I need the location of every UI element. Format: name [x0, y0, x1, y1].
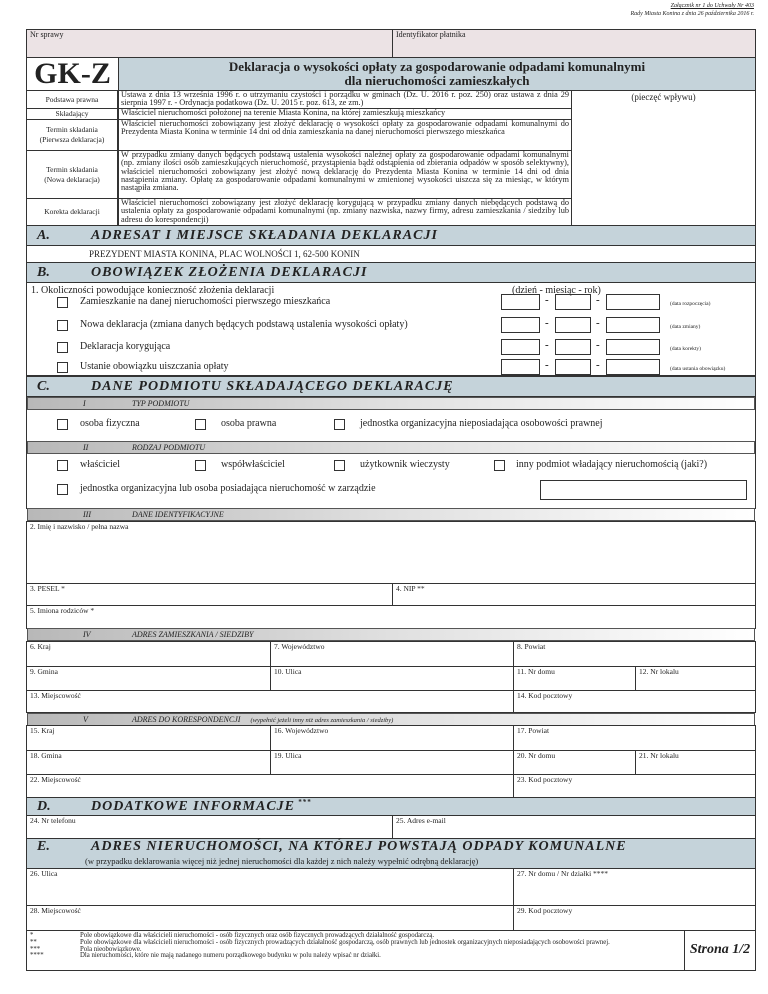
- section-b-letter: B.: [37, 265, 50, 280]
- voivodeship-field[interactable]: [270, 641, 514, 667]
- date-separator: -: [545, 317, 549, 329]
- label-co-owner: współwłaściciel: [221, 459, 285, 470]
- year-input[interactable]: [606, 359, 660, 375]
- full-name-field[interactable]: [26, 521, 756, 584]
- footnote-text: Pole obowiązkowe dla właścicieli nieruchomości - osób fizycznych oraz osób fizycznych prowadzących działalność gospodarczą.: [80, 932, 435, 939]
- label-owner: właściciel: [80, 459, 120, 470]
- corr-voivodeship-label: 16. Województwo: [274, 726, 329, 735]
- subsection-iv-number: IV: [83, 630, 91, 639]
- footnote-mark: ***: [30, 945, 41, 953]
- case-number-field[interactable]: [26, 29, 393, 58]
- date-separator: -: [545, 294, 549, 306]
- label-correction: Deklaracja korygująca: [80, 341, 171, 352]
- section-d-title-group: [91, 798, 312, 815]
- section-d-header: [26, 797, 756, 816]
- month-input[interactable]: [555, 339, 591, 355]
- parents-names-label: 5. Imiona rodziców *: [30, 606, 95, 615]
- corr-city-field[interactable]: [26, 774, 514, 798]
- subsection-iv-title: ADRES ZAMIESZKANIA / SIEDZIBY: [132, 630, 254, 639]
- attachment-note: [630, 3, 754, 19]
- subsection-i-header: [27, 397, 755, 410]
- pesel-label: 3. PESEL *: [30, 584, 65, 593]
- footnote-mark: **: [30, 938, 37, 946]
- receipt-stamp-box: [571, 90, 756, 226]
- commune-field[interactable]: [26, 666, 271, 691]
- checkbox-natural-person[interactable]: [57, 419, 68, 430]
- day-input[interactable]: [501, 317, 540, 333]
- date-separator: -: [596, 294, 600, 306]
- checkbox-first-resident[interactable]: [57, 297, 68, 308]
- section-d-letter: D.: [37, 799, 51, 814]
- subsection-i-title: TYP PODMIOTU: [132, 399, 190, 408]
- section-a-header: [26, 225, 756, 246]
- city-field[interactable]: [26, 690, 514, 713]
- property-city-label: 28. Miejscowość: [30, 906, 81, 915]
- section-a-title: ADRESAT I MIEJSCE SKŁADANIA DEKLARACJI: [91, 228, 438, 243]
- corr-house-number-field[interactable]: [513, 750, 636, 775]
- country-field[interactable]: [26, 641, 271, 667]
- label-legal-person: osoba prawna: [221, 418, 277, 429]
- property-house-number-field[interactable]: [513, 868, 756, 906]
- footnote: [30, 953, 681, 960]
- date-label: (data korekty): [670, 346, 701, 352]
- corr-voivodeship-field[interactable]: [270, 725, 514, 751]
- commune-label: 9. Gmina: [30, 667, 58, 676]
- checkbox-managing-entity[interactable]: [57, 484, 68, 495]
- county-label: 8. Powiat: [517, 642, 546, 651]
- receipt-stamp-label: (pieczęć wpływu): [631, 92, 696, 102]
- property-street-label: 26. Ulica: [30, 869, 58, 878]
- day-input[interactable]: [501, 294, 540, 310]
- county-field[interactable]: [513, 641, 756, 667]
- street-label: 10. Ulica: [274, 667, 302, 676]
- date-separator: -: [545, 339, 549, 351]
- section-c-title: DANE PODMIOTU SKŁADAJĄCEGO DEKLARACJĘ: [91, 379, 454, 394]
- month-input[interactable]: [555, 359, 591, 375]
- date-separator: -: [596, 317, 600, 329]
- property-house-number-label: 27. Nr domu / Nr działki ****: [517, 869, 609, 878]
- phone-label: 24. Nr telefonu: [30, 816, 76, 825]
- corr-commune-field[interactable]: [26, 750, 271, 775]
- month-input[interactable]: [555, 294, 591, 310]
- circumstances-question: 1. Okoliczności powodujące konieczność złożenia deklaracji: [31, 285, 275, 296]
- full-name-label: 2. Imię i nazwisko / pełna nazwa: [30, 522, 129, 531]
- subsection-iii-header: [27, 508, 755, 521]
- info-label-submitter: Składający: [26, 108, 118, 120]
- corr-street-label: 19. Ulica: [274, 751, 302, 760]
- footnotes: [26, 930, 685, 971]
- info-text-new-deadline: W przypadku zmiany danych będących podstawą ustalenia wysokości należnej opłaty za gospodarowanie odpadami komunalnymi (np. zmiany ilości osób zamieszkujących nieruchomość, przystąpienia bądź odstąpienia od zbierania odpadów w sposób selektywny), właściciel nieruchomości zobowiązany jest złożyć nową deklarację do Prezydenta Miasta Konina w terminie 14 dni od dnia nastąpienia zmiany. Opłatę za gospodarowanie odpadami komunalnymi w zmienionej wysokości uiszcza się za miesiąc, w którym nastąpiła zmiana.: [118, 150, 572, 199]
- corr-apartment-number-field[interactable]: [635, 750, 756, 775]
- info-text-first-deadline: Właściciel nieruchomości zobowiązany jest złożyć deklarację o wysokości opłaty za gospodarowanie odpadami komunalnymi do Prezydenta Miasta Konina w terminie 14 dni od dnia zamieszkania na danej nieruchomości pierwszego mieszkańca: [118, 119, 572, 151]
- date-separator: -: [596, 339, 600, 351]
- subsection-iii-number: III: [83, 510, 91, 519]
- pesel-field[interactable]: [26, 583, 393, 606]
- section-d-title: DODATKOWE INFORMACJE: [91, 799, 295, 814]
- form-code: GK-Z: [26, 57, 119, 91]
- nip-label: 4. NIP **: [396, 584, 425, 593]
- case-number-label: Nr sprawy: [30, 30, 64, 39]
- footnote-text: Pola nieobowiązkowe.: [80, 945, 142, 953]
- apartment-number-label: 12. Nr lokalu: [639, 667, 679, 676]
- nip-field[interactable]: [392, 583, 756, 606]
- corr-apartment-number-label: 21. Nr lokalu: [639, 751, 679, 760]
- info-label-new-deadline: Termin składania (Nowa deklaracja): [26, 150, 118, 199]
- day-input[interactable]: [501, 359, 540, 375]
- property-city-field[interactable]: [26, 905, 514, 931]
- subsection-iii-title: DANE IDENTYFIKACYJNE: [132, 510, 224, 519]
- label-managing-entity: jednostka organizacyjna lub osoba posiadająca nieruchomość w zarządzie: [80, 483, 376, 494]
- info-label-first-deadline: Termin składania (Pierwsza deklaracja): [26, 119, 118, 151]
- section-d-optional-mark: ***: [298, 798, 312, 807]
- country-label: 6. Kraj: [30, 642, 51, 651]
- subsection-v-title: ADRES DO KORESPONDENCJI: [132, 715, 241, 724]
- phone-field[interactable]: [26, 815, 393, 839]
- property-postal-code-field[interactable]: [513, 905, 756, 931]
- form-title: [118, 57, 756, 91]
- email-label: 25. Adres e-mail: [396, 816, 446, 825]
- form-title-line1: Deklaracja o wysokości opłaty za gospodarowanie odpadami komunalnymi: [228, 59, 646, 74]
- subsection-iv-header: [27, 628, 755, 641]
- date-format-header: (dzień - miesiąc - rok): [512, 285, 601, 296]
- footnote-mark: *: [30, 932, 34, 939]
- form-title-line2: dla nieruchomości zamieszkałych: [344, 73, 530, 88]
- section-e-subtitle: (w przypadku deklarowania więcej niż jednej nieruchomości dla każdej z nich należy wypełnić odrębną deklarację): [85, 856, 479, 866]
- section-e-letter: E.: [37, 839, 50, 854]
- checkbox-owner[interactable]: [57, 460, 68, 471]
- date-label: (data zmiany): [670, 324, 701, 330]
- date-label: (data rozpoczęcia): [670, 301, 711, 307]
- apartment-number-field[interactable]: [635, 666, 756, 691]
- voivodeship-label: 7. Województwo: [274, 642, 325, 651]
- attachment-note-line1: Załącznik nr 1 do Uchwały Nr 403: [670, 3, 754, 9]
- checkbox-org-unit[interactable]: [334, 419, 345, 430]
- attachment-note-line2: Rady Miasta Konina z dnia 26 października 2016 r.: [630, 10, 754, 17]
- addressee-line: PREZYDENT MIASTA KONINA, PLAC WOLNOŚCI 1, 62-500 KONIN: [26, 245, 756, 263]
- corr-postal-code-label: 23. Kod pocztowy: [517, 775, 573, 784]
- payer-id-field[interactable]: [392, 29, 756, 58]
- corr-postal-code-field[interactable]: [513, 774, 756, 798]
- month-input[interactable]: [555, 317, 591, 333]
- property-street-field[interactable]: [26, 868, 514, 906]
- label-org-unit: jednostka organizacyjna nieposiadająca osobowości prawnej: [360, 418, 603, 429]
- payer-id-label: Identyfikator płatnika: [396, 30, 466, 39]
- checkbox-perpetual-user[interactable]: [334, 460, 345, 471]
- corr-country-field[interactable]: [26, 725, 271, 751]
- date-separator: -: [545, 359, 549, 371]
- corr-county-field[interactable]: [513, 725, 756, 751]
- section-c-letter: C.: [37, 379, 50, 394]
- subsection-ii-header: [27, 441, 755, 454]
- info-label-legal-basis: Podstawa prawna: [26, 90, 118, 109]
- subsection-i-number: I: [83, 399, 86, 408]
- footnote-text: Dla nieruchomości, które nie mają nadanego numeru porządkowego budynku w polu należy wpisać nr działki.: [80, 952, 381, 960]
- page-number: Strona 1/2: [684, 930, 756, 971]
- date-label: (data ustania obowiązku): [670, 366, 726, 372]
- footnote-mark: ****: [30, 952, 44, 960]
- checkbox-co-owner[interactable]: [195, 460, 206, 471]
- street-field[interactable]: [270, 666, 514, 691]
- label-new-declaration: Nowa deklaracja (zmiana danych będących podstawą ustalenia wysokości opłaty): [80, 319, 408, 330]
- house-number-label: 11. Nr domu: [517, 667, 555, 676]
- email-field[interactable]: [392, 815, 756, 839]
- label-natural-person: osoba fizyczna: [80, 418, 140, 429]
- section-b-header: [26, 262, 756, 283]
- label-other-entity: inny podmiot władający nieruchomością (jaki?): [516, 459, 708, 470]
- info-text-legal-basis: Ustawa z dnia 13 września 1996 r. o utrzymaniu czystości i porządku w gminach (Dz. U. 2016 r. poz. 250) oraz ustawa z dnia 29 sierpnia 1997 r. - Ordynacja podatkowa (Dz. U. 2015 r. poz. 613, ze zm.): [118, 90, 572, 109]
- info-text-correction: Właściciel nieruchomości zobowiązany jest złożyć deklarację korygującą w przypadku zmiany danych niebędących podstawą do ustalenia opłaty za gospodarowanie odpadami komunalnymi (np. zmiany nazwiska, nazwy firmy, adresu zamieszkania / siedziby lub adresu do korespondencji): [118, 198, 572, 226]
- label-obligation-end: Ustanie obowiązku uiszczania opłaty: [80, 361, 229, 372]
- checkbox-obligation-end[interactable]: [57, 362, 68, 373]
- corr-city-label: 22. Miejscowość: [30, 775, 81, 784]
- section-a-letter: A.: [37, 228, 50, 243]
- city-label: 13. Miejscowość: [30, 691, 81, 700]
- corr-house-number-label: 20. Nr domu: [517, 751, 556, 760]
- corr-county-label: 17. Powiat: [517, 726, 550, 735]
- subsection-v-number: V: [83, 715, 88, 724]
- info-text-submitter: Właściciel nieruchomości położonej na terenie Miasta Konina, na której zamieszkują mieszkańcy: [118, 108, 572, 120]
- postal-code-field[interactable]: [513, 690, 756, 713]
- section-e-title: ADRES NIERUCHOMOŚCI, NA KTÓREJ POWSTAJĄ ODPADY KOMUNALNE: [91, 839, 627, 854]
- checkbox-correction[interactable]: [57, 342, 68, 353]
- year-input[interactable]: [606, 294, 660, 310]
- section-e-header: [26, 838, 756, 869]
- year-input[interactable]: [606, 339, 660, 355]
- section-b-title: OBOWIĄZEK ZŁOŻENIA DEKLARACJI: [91, 265, 368, 280]
- checkbox-other-entity[interactable]: [494, 460, 505, 471]
- checkbox-legal-person[interactable]: [195, 419, 206, 430]
- label-perpetual-user: użytkownik wieczysty: [360, 459, 450, 470]
- postal-code-label: 14. Kod pocztowy: [517, 691, 573, 700]
- footnote-text: Pole obowiązkowe dla właścicieli nieruchomości - osób fizycznych prowadzących działalność gospodarczą, osób prawnych lub jednostek organizacyjnych nieposiadających osobowości prawnej.: [80, 938, 610, 946]
- parents-names-field[interactable]: [26, 605, 756, 629]
- subsection-ii-title: RODZAJ PODMIOTU: [132, 443, 206, 452]
- checkbox-new-declaration[interactable]: [57, 320, 68, 331]
- subsection-ii-number: II: [83, 443, 89, 452]
- house-number-field[interactable]: [513, 666, 636, 691]
- date-separator: -: [596, 359, 600, 371]
- year-input[interactable]: [606, 317, 660, 333]
- corr-street-field[interactable]: [270, 750, 514, 775]
- corr-country-label: 15. Kraj: [30, 726, 55, 735]
- subsection-v-note: (wypełnić jeżeli inny niż adres zamieszkania / siedziby): [250, 717, 394, 724]
- other-entity-input[interactable]: [540, 480, 747, 500]
- day-input[interactable]: [501, 339, 540, 355]
- corr-commune-label: 18. Gmina: [30, 751, 62, 760]
- property-postal-code-label: 29. Kod pocztowy: [517, 906, 573, 915]
- label-first-resident: Zamieszkanie na danej nieruchomości pierwszego mieszkańca: [80, 296, 331, 307]
- section-c-header: [26, 376, 756, 397]
- info-label-correction: Korekta deklaracji: [26, 198, 118, 226]
